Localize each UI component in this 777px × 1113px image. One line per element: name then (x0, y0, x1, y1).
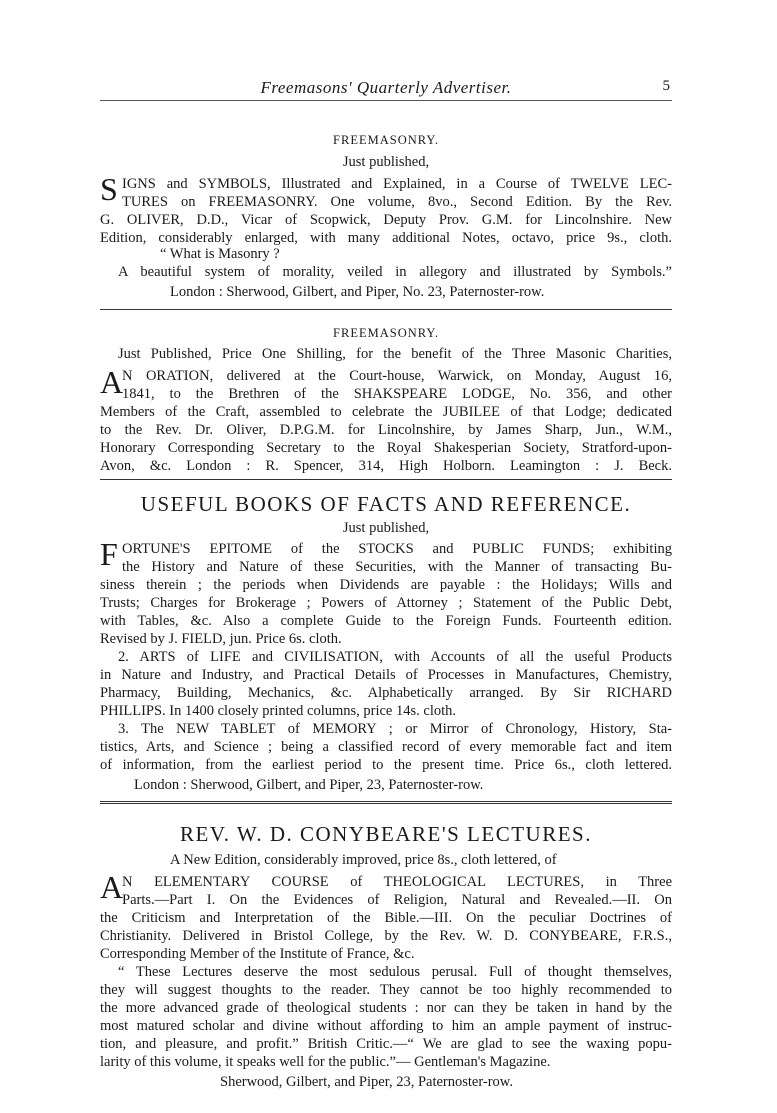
text-line: of information, from the earliest period to the present time. Price 6s., cloth lettered. (100, 757, 672, 773)
text-line: siness therein ; the periods when Dividends are payable : the Holidays; Wills and (100, 577, 672, 593)
section-subheading: A New Edition, considerably improved, price 8s., cloth lettered, of (170, 852, 557, 868)
text-line: Trusts; Charges for Brokerage ; Powers of Attorney ; Statement of the Public Debt, (100, 595, 672, 611)
section-subheading: Just Published, Price One Shilling, for the benefit of the Three Masonic Charities, (118, 346, 672, 362)
text-line: the Criticism and Interpretation of the Bible.—III. On the peculiar Doctrines of (100, 910, 672, 926)
imprint-line: London : Sherwood, Gilbert, and Piper, No. 23, Paternoster-row. (170, 284, 545, 300)
drop-cap: S (100, 171, 118, 207)
text-line: Revised by J. FIELD, jun. Price 6s. cloth. (100, 631, 342, 647)
text-line: Avon, &c. London : R. Spencer, 314, High Holborn. Leamington : J. Beck. (100, 458, 672, 474)
text-line: Members of the Craft, assembled to celebrate the JUBILEE of that Lodge; dedicated (100, 404, 672, 420)
drop-cap: A (100, 364, 124, 400)
drop-cap: F (100, 536, 118, 572)
section-divider (100, 801, 672, 804)
text-line: N ELEMENTARY COURSE of THEOLOGICAL LECTURES, in Three (122, 874, 672, 890)
text-line: G. OLIVER, D.D., Vicar of Scopwick, Deputy Prov. G.M. for Lincolnshire. New (100, 212, 672, 228)
section-subheading: Just published, (342, 520, 430, 536)
text-line: Parts.—Part I. On the Evidences of Religion, Natural and Revealed.—II. On (122, 892, 672, 908)
text-line: the more advanced grade of theological students : nor can they be taken in hand by the (100, 1000, 672, 1016)
drop-cap: A (100, 869, 124, 905)
text-line: they will suggest thoughts to the reader. They cannot be too highly recommended to (100, 982, 672, 998)
section-heading: FREEMASONRY. (333, 326, 439, 340)
text-line: tistics, Arts, and Science ; being a classified record of every memorable fact and item (100, 739, 672, 755)
section-divider (100, 479, 672, 480)
text-line: PHILLIPS. In 1400 closely printed columns, price 14s. cloth. (100, 703, 457, 719)
imprint-line: London : Sherwood, Gilbert, and Piper, 23, Paternoster-row. (134, 777, 484, 793)
text-line: Christianity. Delivered in Bristol College, by the Rev. W. D. CONYBEARE, F.R.S., (100, 928, 672, 944)
text-line: “ These Lectures deserve the most sedulous perusal. Full of thought themselves, (118, 964, 672, 980)
running-head (100, 78, 672, 101)
page-number: 5 (662, 78, 670, 94)
text-line: the History and Nature of these Securities, with the Manner of transacting Bu- (122, 559, 672, 575)
text-line: 2. ARTS of LIFE and CIVILISATION, with Accounts of all the useful Products (118, 649, 672, 665)
text-line: Corresponding Member of the Institute of France, &c. (100, 946, 415, 962)
text-line: most matured scholar and divine without affording to him an ample payment of instruc- (100, 1018, 672, 1034)
text-line: TURES on FREEMASONRY. One volume, 8vo., Second Edition. By the Rev. (122, 194, 672, 210)
text-line: IGNS and SYMBOLS, Illustrated and Explained, in a Course of TWELVE LEC- (122, 176, 672, 192)
imprint-line: Sherwood, Gilbert, and Piper, 23, Paternoster-row. (220, 1074, 513, 1090)
text-line: with Tables, &c. Also a complete Guide to the Foreign Funds. Fourteenth edition. (100, 613, 672, 629)
text-line: Pharmacy, Building, Mechanics, &c. Alphabetically arranged. By Sir RICHARD (100, 685, 672, 701)
text-line: tion, and pleasure, and profit.” British Critic.—“ We are glad to see the waxing popu- (100, 1036, 672, 1052)
section-subheading: Just published, (342, 154, 430, 170)
running-head-title: Freemasons' Quarterly Advertiser. (260, 78, 512, 97)
text-line: ORTUNE'S EPITOME of the STOCKS and PUBLIC FUNDS; exhibiting (122, 541, 672, 557)
text-line: “ What is Masonry ? (160, 246, 280, 262)
text-line: larity of this volume, it speaks well for the public.”— Gentleman's Magazine. (100, 1054, 551, 1070)
text-line: 1841, to the Brethren of the SHAKSPEARE LODGE, No. 356, and other (122, 386, 672, 402)
text-line: Edition, considerably enlarged, with many additional Notes, octavo, price 9s., cloth. (100, 230, 672, 246)
text-line: 3. The NEW TABLET of MEMORY ; or Mirror of Chronology, History, Sta- (118, 721, 672, 737)
text-line: in Nature and Industry, and Practical Details of Processes in Manufactures, Chemistry, (100, 667, 672, 683)
text-line: Honorary Corresponding Secretary to the Royal Shakesperian Society, Stratford-upon- (100, 440, 672, 456)
text-line: N ORATION, delivered at the Court-house, Warwick, on Monday, August 16, (122, 368, 672, 384)
section-heading: USEFUL BOOKS OF FACTS AND REFERENCE. (140, 492, 632, 516)
section-heading: FREEMASONRY. (333, 133, 439, 147)
text-line: to the Rev. Dr. Oliver, D.P.G.M. for Lincolnshire, by James Sharp, Jun., W.M., (100, 422, 672, 438)
section-heading: REV. W. D. CONYBEARE'S LECTURES. (180, 822, 592, 846)
text-line: A beautiful system of morality, veiled in allegory and illustrated by Symbols.” (118, 264, 672, 280)
section-divider (100, 309, 672, 310)
